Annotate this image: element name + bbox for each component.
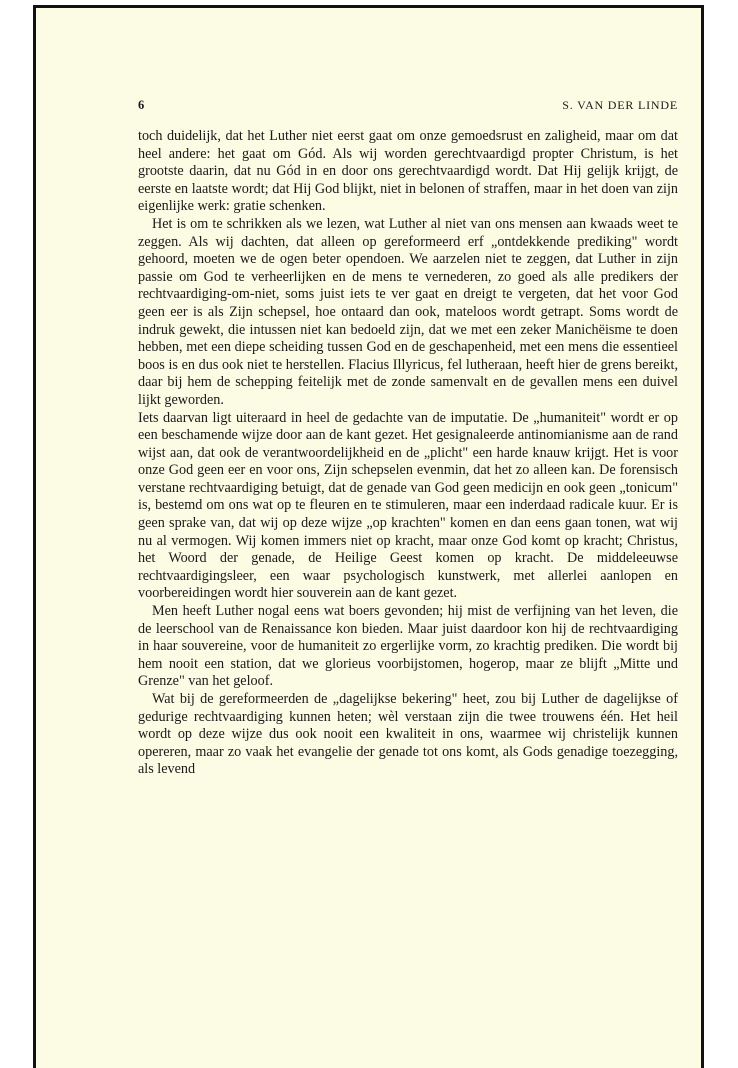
book-page xyxy=(33,5,704,1068)
paragraph-4: Men heeft Luther nogal eens wat boers gevonden; hij mist de verfijning van het leven, die de leerschool van de Renaissance kon bieden. Maar juist daardoor kon hij de rechtvaardiging in haar souvereine, voor de humaniteit zo ergerlijke vorm, zo krachtig prediken. Die wordt bij hem nooit een station, dat we glorieus voorbijstomen, hogerop, maar ze blijft „Mitte und Grenze" van het geloof. xyxy=(138,603,678,690)
paragraph-5: Wat bij de gereformeerden de „dagelijkse bekering" heet, zou bij Luther de dagelijkse of gedurige rechtvaardiging kunnen heten; wèl verstaan zijn die twee trouwens één. Het heil wordt op deze wijze dus ook nooit een kwaliteit in ons, waarmee wij christelijk kunnen opereren, maar zo vaak het evangelie der genade tot ons komt, als Gods genadige toezegging, als levend xyxy=(138,691,678,778)
paragraph-3: Iets daarvan ligt uiteraard in heel de gedachte van de imputatie. De „humaniteit" wordt er op een beschamende wijze door aan de kant gezet. Het gesignaleerde antinomianisme aan de rand wijst aan, dat ook de verantwoordelijkheid en de „plicht" een harde knauw krijgt. Het is voor onze God geen eer en voor ons, Zijn schepselen evenmin, dat het zo alleen kan. De forensisch verstane rechtvaardiging betuigt, dat de genade van God geen medicijn en ook geen „tonicum" is, bestemd om ons wat op te fleuren en te stimuleren, maar een inderdaad radicale kuur. Er is geen sprake van, dat wij op deze wijze „op krachten" komen en dan eens gaan tonen, wat wij nu al vermogen. Wij komen immers niet op kracht, maar onze God komt op kracht; Christus, het Woord der genade, de Heilige Geest komen op kracht. De middeleeuwse rechtvaardigingsleer, een waar psychologisch kunstwerk, met allerlei aanlopen en voorbereidingen wordt hier souverein aan de kant gezet. xyxy=(138,409,678,602)
text-block xyxy=(138,98,678,779)
paragraph-1: toch duidelijk, dat het Luther niet eerst gaat om onze gemoedsrust en zaligheid, maar om dat heel andere: het gaat om Gód. Als wij worden gerechtvaardigd propter Christum, is het grootste daarin, dat nu Gód in en door ons gerechtvaardigd wordt. Dat Hij gelijk krijgt, de eerste en laatste wordt; dat Hij God blijkt, niet in belonen of straffen, maar in het doen van zijn eigenlijke werk: gratie schenken. xyxy=(138,128,678,215)
paragraph-2: Het is om te schrikken als we lezen, wat Luther al niet van ons mensen aan kwaads weet te zeggen. Als wij dachten, dat alleen op gereformeerd erf „ontdekkende prediking" wordt gehoord, moeten we de ogen beter opendoen. We aarzelen niet te zeggen, dat Luther in zijn passie om God te verheerlijken en de mens te vernederen, zo goed als alle predikers der rechtvaardiging-om-niet, soms juist iets te ver gaat en dreigt te vergeten, dat het voor God geen eer is als Zijn schepsel, hoe ontaard dan ook, mateloos wordt getrapt. Soms wordt de indruk gewekt, die intussen niet kan bedoeld zijn, dat we met een zeker Manichëisme te doen hebben, met een diepe scheiding tussen God en de geschapenheid, met een mens die essentieel boos is en dus ook niet te herstellen. Flacius Illyricus, fel lutheraan, heeft hier de grens bereikt, daar bij hem de schepping feitelijk met de zonde samenvalt en de gevallen mens een duivel lijkt geworden. xyxy=(138,215,678,408)
page-header xyxy=(138,98,678,118)
running-head: S. VAN DER LINDE xyxy=(562,98,678,112)
page-number: 6 xyxy=(138,98,145,112)
body-text xyxy=(138,128,678,779)
